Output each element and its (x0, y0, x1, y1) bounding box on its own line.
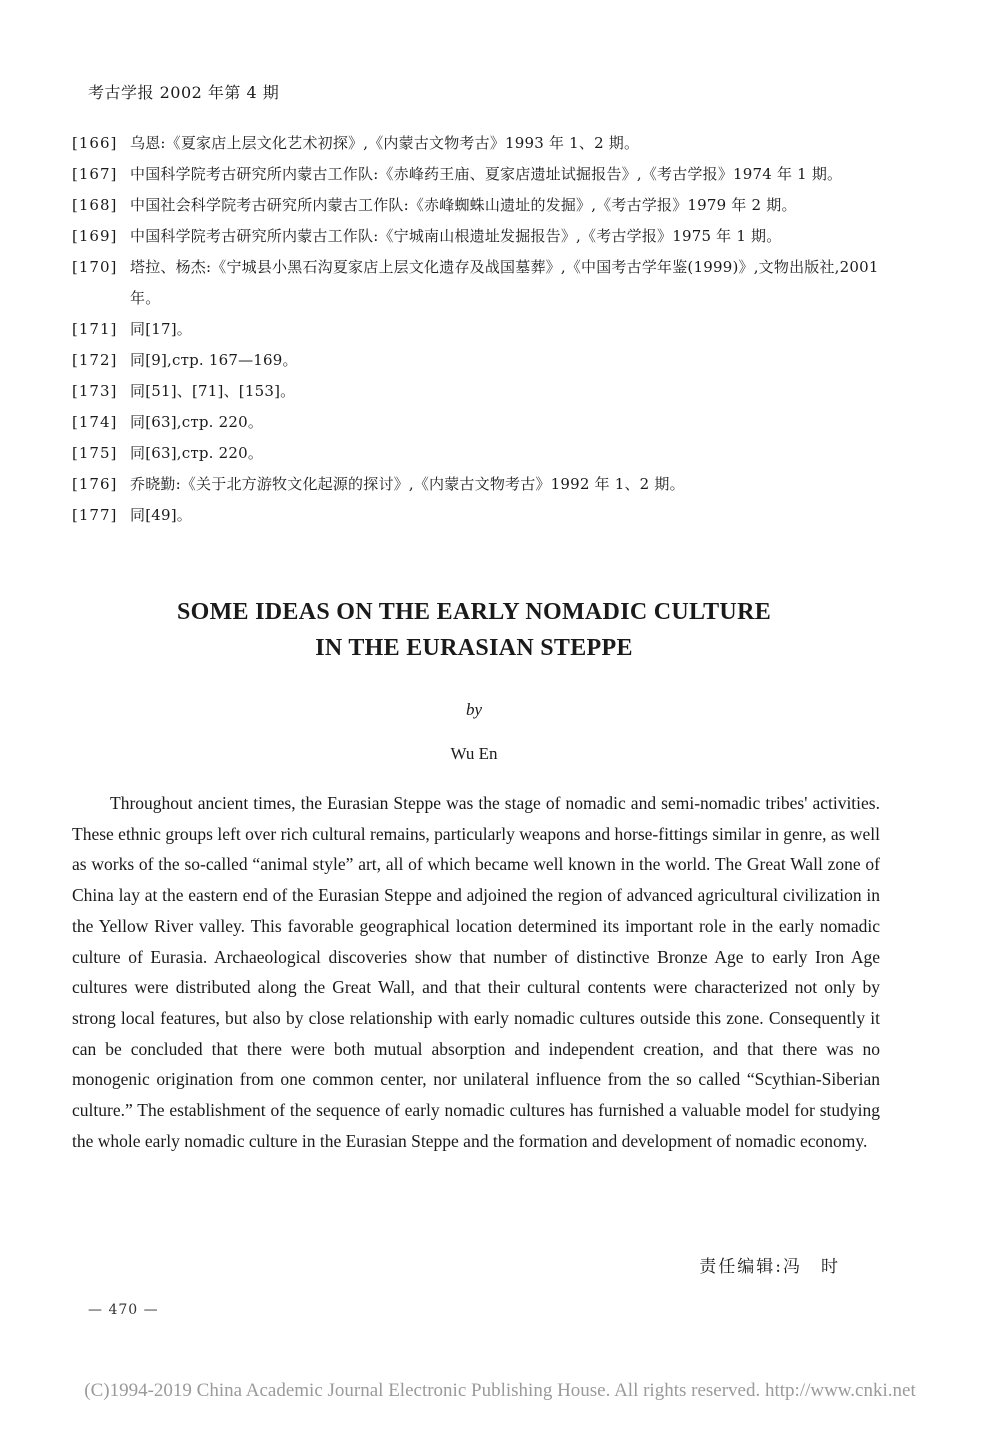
byline-by: by (465, 700, 483, 719)
reference-number: [170] (72, 258, 118, 276)
reference-list (72, 128, 892, 531)
article-title-line-1: SOME IDEAS ON THE EARLY NOMADIC CULTURE (176, 599, 772, 625)
reference-item (72, 314, 892, 345)
reference-text: 同[51]、[71]、[153]。 (130, 382, 296, 400)
responsible-editor: 责任编辑:冯 时 (699, 1257, 840, 1277)
copyright-footer: (C)1994-2019 China Academic Journal Electronic Publishing House. All rights reserved. http://www.cnki.net (84, 1380, 916, 1401)
author-name: Wu En (450, 744, 498, 763)
reference-item (72, 376, 892, 407)
reference-text: 中国科学院考古研究所内蒙古工作队:《宁城南山根遗址发掘报告》,《考古学报》1975 年 1 期。 (130, 227, 782, 245)
reference-text: 同[49]。 (130, 506, 192, 524)
article-title-line-2: IN THE EURASIAN STEPPE (315, 635, 633, 661)
reference-item (72, 128, 892, 159)
reference-number: [166] (72, 134, 118, 152)
reference-text: 中国社会科学院考古研究所内蒙古工作队:《赤峰蜘蛛山遗址的发掘》,《考古学报》1979 年 2 期。 (130, 196, 797, 214)
reference-item (72, 159, 892, 190)
reference-number: [168] (72, 196, 118, 214)
reference-text: 同[63],стр. 220。 (130, 444, 264, 462)
reference-number: [172] (72, 351, 118, 369)
reference-item (72, 221, 892, 252)
reference-item (72, 252, 892, 314)
reference-number: [173] (72, 382, 118, 400)
reference-text: 同[17]。 (130, 320, 192, 338)
running-header: 考古学报 2002 年第 4 期 (88, 83, 280, 102)
reference-item (72, 438, 892, 469)
reference-text: 乔晓勤:《关于北方游牧文化起源的探讨》,《内蒙古文物考古》1992 年 1、2 期。 (130, 475, 685, 493)
reference-text: 中国科学院考古研究所内蒙古工作队:《赤峰药王庙、夏家店遗址试掘报告》,《考古学报》1974 年 1 期。 (130, 165, 843, 183)
reference-text: 乌恩:《夏家店上层文化艺术初探》,《内蒙古文物考古》1993 年 1、2 期。 (130, 134, 640, 152)
abstract-paragraph: Throughout ancient times, the Eurasian Steppe was the stage of nomadic and semi-nomadic tribes' activities. These ethnic groups left over rich cultural remains, particularly weapons and horse-fittings similar in genre, as well as works of the so-called “animal style” art, all of which became well known in the world. The Great Wall zone of China lay at the eastern end of the Eurasian Steppe and adjoined the region of advanced agricultural civilization in the Yellow River valley. This favorable geographical location determined its important role in the early nomadic culture of Eurasia. Archaeological discoveries show that number of distinctive Bronze Age to early Iron Age cultures were distributed along the Great Wall, and that their cultural contents were characterized not only by strong local features, but also by close relationship with early nomadic cultures outside this zone. Consequently it can be concluded that there were both mutual absorption and independent creation, and that there was no monogenic origination from one common center, nor unilateral influence from the so called “Scythian-Siberian culture.” The establishment of the sequence of early nomadic cultures has furnished a valuable model for studying the whole early nomadic culture in the Eurasian Steppe and the formation and development of nomadic economy. (72, 793, 880, 1151)
reference-number: [167] (72, 165, 118, 183)
reference-item (72, 469, 892, 500)
reference-item (72, 190, 892, 221)
reference-item (72, 407, 892, 438)
reference-number: [177] (72, 506, 118, 524)
reference-number: [176] (72, 475, 118, 493)
reference-number: [174] (72, 413, 118, 431)
page-number: — 470 — (88, 1302, 159, 1318)
reference-item (72, 500, 892, 531)
reference-text: 塔拉、杨杰:《宁城县小黑石沟夏家店上层文化遗存及战国墓葬》,《中国考古学年鉴(1999)》,文物出版社,2001 年。 (130, 258, 879, 307)
reference-text: 同[9],стр. 167—169。 (130, 351, 298, 369)
reference-text: 同[63],стр. 220。 (130, 413, 264, 431)
reference-number: [171] (72, 320, 118, 338)
reference-number: [169] (72, 227, 118, 245)
reference-item (72, 345, 892, 376)
article-title (0, 594, 948, 666)
reference-number: [175] (72, 444, 118, 462)
